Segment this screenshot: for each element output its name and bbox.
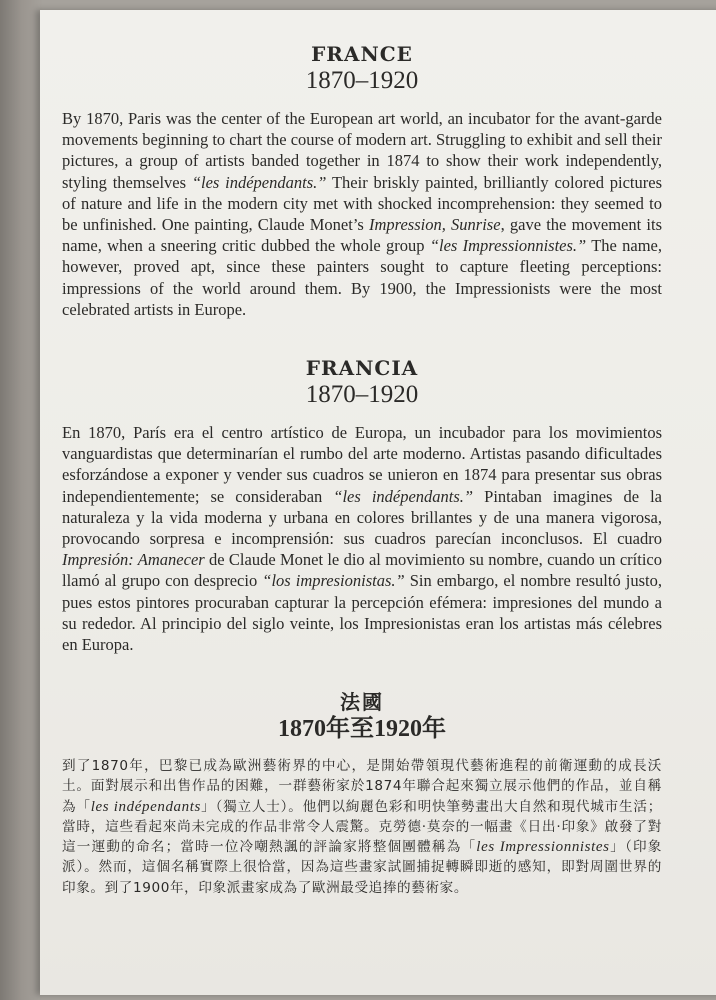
- english-body: By 1870, Paris was the center of the European art world, an incubator for the avant-garde movements beginning to chart the course of modern art. Struggling to exhibit and sell their pictures, a group of artists banded together in 1874 to show their work independently, styling themselves “les indépendants.” Their briskly painted, brilliantly colored pictures of nature and life in the modern city met with shocked incomprehension: they seemed to be unfinished. One painting, Claude Monet’s Impression, Sunrise, gave the movement its name, when a sneering critic dubbed the whole group “les Impressionnistes.” The name, however, proved apt, since these painters sought to capture fleeting perceptions: impressions of the world around them. By 1900, the Impressionists were the most celebrated artists in Europe.: [62, 109, 662, 319]
- spanish-section: [62, 356, 662, 655]
- chinese-heading: 法國: [340, 690, 384, 714]
- english-years: 1870–1920: [305, 67, 419, 94]
- chinese-years: 1870年至1920年: [278, 716, 446, 742]
- spanish-years: 1870–1920: [305, 381, 419, 408]
- spanish-body: En 1870, París era el centro artístico de Europa, un incubador para los movimientos vanguardistas que determinarían el rumbo del arte moderno. Artistas pasando dificultades esforzándose a exponer y vender sus cuadros se unieron en 1874 para presentar sus obras independientemente; se consideraban “les indépendants.” Pintaban imagines de la naturaleza y la vida moderna y urbana en colores brillantes y de una manera vigorosa, provocando sorpresa e incomprensión: sus cuadros parecían inconclusos. El cuadro Impresión: Amanecer de Claude Monet le dio al movimiento su nombre, cuando un crítico llamó al grupo con desprecio “los impresionistas.” Sin embargo, el nombre resultó justo, pues estos pintores procuraban capturar la percepción efémera: impresiones del mundo a su rededor. Al principio del siglo veinte, los Impresionistas eran los artistas más célebres en Europa.: [62, 423, 662, 655]
- chinese-section: [62, 690, 662, 898]
- english-section: [62, 42, 662, 320]
- spanish-heading: FRANCIA: [305, 356, 419, 380]
- english-heading: FRANCE: [311, 42, 413, 66]
- chinese-body: 到了1870年，巴黎已成為歐洲藝術界的中心，是開始帶領現代藝術進程的前衛運動的成長沃土。面對展示和出售作品的困難，一群藝術家於1874年聯合起來獨立展示他們的作品，並自稱為「les indépendants」（獨立人士）。他們以絢麗色彩和明快筆勢畫出大自然和現代城市生活；當時，這些看起來尚未完成的作品非常令人震驚。克勞德·莫奈的一幅畫《日出·印象》啟發了對這一運動的命名；當時一位冷嘲熱諷的評論家將整個團體稱為「les Impressionnistes」（印象派）。然而，這個名稱實際上很恰當，因為這些畫家試圖捕捉轉瞬即逝的感知，即對周圍世界的印象。到了1900年，印象派畫家成為了歐洲最受追捧的藝術家。: [62, 758, 662, 896]
